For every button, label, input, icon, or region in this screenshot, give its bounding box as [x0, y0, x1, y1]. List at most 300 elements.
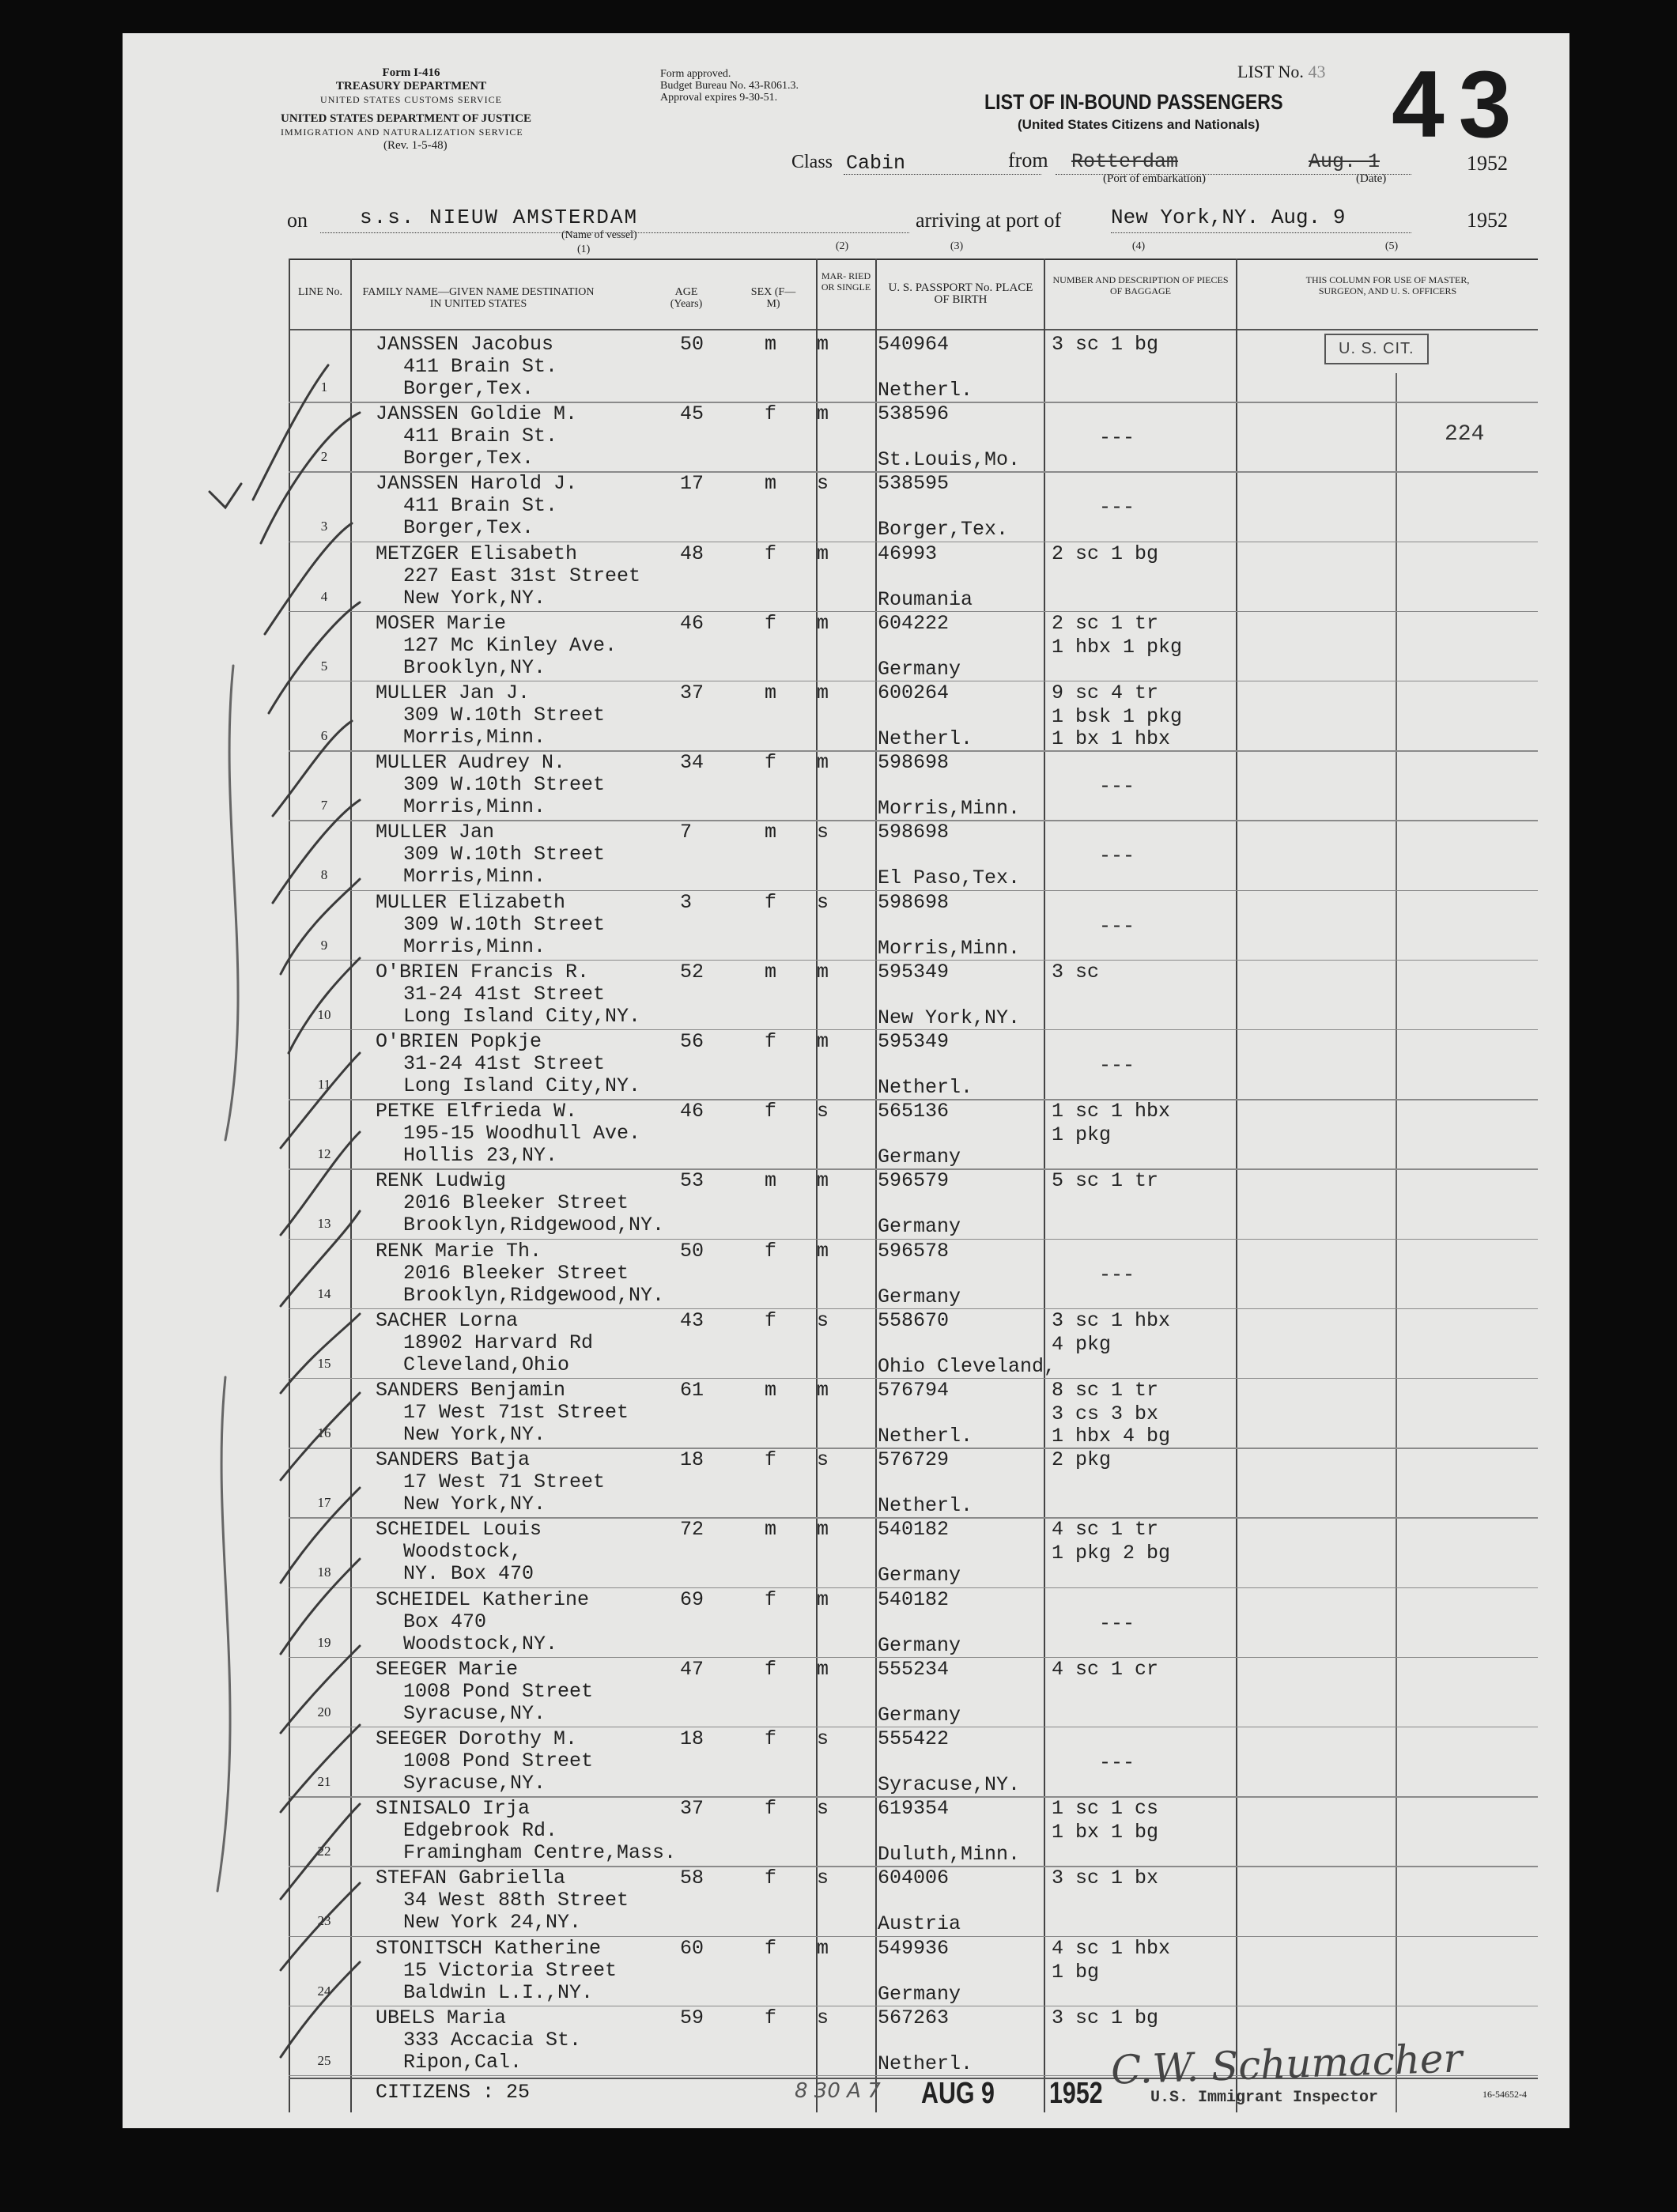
address-street: 333 Accacia St.	[403, 2028, 582, 2052]
citizens-count: CITIZENS : 25	[376, 2081, 531, 2104]
passenger-name: RENK Marie Th.	[376, 1239, 542, 1263]
passenger-age: 52	[680, 960, 704, 983]
passenger-sex: f	[765, 2006, 777, 2029]
passport-number: 538595	[878, 472, 950, 496]
col-header-sex: SEX (F—M)	[750, 286, 796, 310]
passenger-sex: f	[765, 1308, 777, 1332]
passenger-sex: m	[765, 1379, 777, 1402]
passport-number: 619354	[878, 1797, 950, 1821]
passport-number: 604222	[878, 611, 950, 635]
birthplace: Netherl.	[878, 379, 973, 402]
address-city: Framingham Centre,Mass.	[403, 1841, 677, 1865]
line-number: 22	[317, 1844, 331, 1859]
address-street: 2016 Bleeker Street	[403, 1191, 629, 1215]
address-city: Morris,Minn.	[403, 795, 546, 819]
arrival-time: 8 30 A 7	[795, 2079, 881, 2103]
birthplace: Germany	[878, 1703, 961, 1727]
baggage-line: ---	[1099, 1054, 1135, 1077]
passenger-sex: m	[765, 821, 777, 844]
address-city: New York,NY.	[403, 1423, 546, 1446]
list-number	[1237, 62, 1325, 82]
baggage-line: 2 sc 1 bg	[1052, 542, 1159, 565]
baggage-line: ---	[1099, 426, 1135, 450]
passport-number: 540964	[878, 333, 950, 356]
marital-status: m	[817, 542, 829, 565]
dept-line: TREASURY DEPARTMENT	[335, 80, 487, 92]
birthplace: Germany	[878, 1564, 961, 1587]
approval-line: Budget Bureau No. 43-R061.3.	[660, 80, 799, 92]
passenger-age: 69	[680, 1587, 704, 1611]
passenger-name: O'BRIEN Popkje	[376, 1030, 542, 1053]
passenger-manifest-page	[123, 33, 1569, 2128]
line-number: 18	[317, 1565, 331, 1580]
col-header-married: MAR- RIED OR SINGLE	[821, 270, 871, 293]
vessel-name: s.s. NIEUW AMSTERDAM	[360, 206, 639, 229]
passenger-age: 59	[680, 2006, 704, 2029]
passenger-name: MULLER Jan J.	[376, 681, 531, 704]
passenger-sex: f	[765, 890, 777, 914]
passenger-sex: f	[765, 402, 777, 426]
marital-status: m	[817, 960, 829, 983]
birthplace: Morris,Minn.	[878, 797, 1021, 821]
class-label: Class	[791, 152, 833, 172]
marital-status: m	[817, 1239, 829, 1263]
line-number: 4	[320, 588, 328, 604]
birthplace: St.Louis,Mo.	[878, 448, 1021, 472]
address-street: 309 W.10th Street	[403, 773, 606, 797]
form-number: Form I-416	[382, 66, 440, 79]
passenger-age: 7	[680, 821, 693, 844]
marital-status: m	[817, 1936, 829, 1960]
address-street: 411 Brain St.	[403, 355, 558, 378]
birthplace: New York,NY.	[878, 1006, 1021, 1029]
passenger-age: 58	[680, 1867, 704, 1890]
birthplace: Germany	[878, 1285, 961, 1308]
passenger-age: 61	[680, 1379, 704, 1402]
baggage-line: 3 sc	[1052, 960, 1100, 983]
address-street: 309 W.10th Street	[403, 843, 606, 866]
baggage-line: 3 sc 1 bg	[1052, 2006, 1159, 2029]
birthplace: Syracuse,NY.	[878, 1773, 1021, 1796]
address-street: Box 470	[403, 1610, 487, 1633]
embarkation-caption: (Port of embarkation)	[1103, 172, 1206, 185]
baggage-line: ---	[1099, 775, 1135, 798]
address-street: 31-24 41st Street	[403, 1052, 606, 1075]
marital-status: m	[817, 1587, 829, 1611]
line-number: 11	[317, 1077, 331, 1092]
marital-status: m	[817, 1169, 829, 1193]
baggage-line: ---	[1099, 1611, 1135, 1635]
passport-number: 538596	[878, 402, 950, 426]
address-street: Woodstock,	[403, 1540, 523, 1564]
passenger-sex: f	[765, 1100, 777, 1123]
passenger-age: 53	[680, 1169, 704, 1193]
line-number: 14	[317, 1285, 331, 1301]
address-city: Cleveland,Ohio	[403, 1353, 570, 1376]
address-street: 15 Victoria Street	[403, 1958, 618, 1982]
baggage-line: 9 sc 4 tr	[1052, 681, 1159, 704]
address-city: Ripon,Cal.	[403, 2050, 523, 2074]
address-city: New York,NY.	[403, 1493, 546, 1516]
passenger-name: PETKE Elfrieda W.	[376, 1100, 578, 1123]
address-city: Borger,Tex.	[403, 377, 534, 400]
passenger-sex: f	[765, 1657, 777, 1681]
passport-number: 596579	[878, 1169, 950, 1193]
class-value: Cabin	[846, 152, 906, 175]
passenger-age: 50	[680, 1239, 704, 1263]
baggage-line: 3 sc 1 bg	[1052, 333, 1159, 356]
passenger-name: MULLER Elizabeth	[376, 890, 566, 914]
line-number: 16	[317, 1425, 331, 1440]
passenger-sex: f	[765, 1797, 777, 1821]
col-number: (2)	[835, 240, 849, 252]
address-city: Long Island City,NY.	[403, 1074, 641, 1097]
col-header-officers: THIS COLUMN FOR USE OF MASTER, SURGEON, AND U. S. OFFICERS	[1305, 274, 1470, 296]
passenger-name: SACHER Lorna	[376, 1308, 519, 1332]
address-city: Hollis 23,NY.	[403, 1144, 558, 1168]
address-street: 31-24 41st Street	[403, 982, 606, 1006]
baggage-line: ---	[1099, 1751, 1135, 1774]
passenger-name: MULLER Audrey N.	[376, 751, 566, 775]
passport-number: 540182	[878, 1518, 950, 1542]
address-street: 195-15 Woodhull Ave.	[403, 1122, 641, 1146]
vessel-caption: (Name of vessel)	[561, 229, 637, 241]
line-number: 9	[320, 937, 328, 953]
passenger-sex: m	[765, 681, 777, 704]
marital-status: s	[817, 1100, 829, 1123]
marital-status: s	[817, 1797, 829, 1821]
col-header-line: LINE No.	[298, 286, 342, 298]
birthplace: Germany	[878, 1146, 961, 1169]
passenger-age: 46	[680, 611, 704, 635]
page-title: LIST OF IN-BOUND PASSENGERS	[984, 90, 1283, 114]
class-underline	[844, 174, 1041, 175]
line-number: 19	[317, 1634, 331, 1650]
address-street: 18902 Harvard Rd	[403, 1331, 594, 1354]
approval-line: Approval expires 9-30-51.	[660, 92, 778, 104]
passport-number: 595349	[878, 960, 950, 983]
passenger-name: SEEGER Dorothy M.	[376, 1727, 578, 1750]
from-label: from	[1008, 149, 1048, 172]
address-city: Morris,Minn.	[403, 934, 546, 958]
passenger-sex: f	[765, 1727, 777, 1750]
passenger-sex: m	[765, 960, 777, 983]
marital-status: m	[817, 611, 829, 635]
from-value: Rotterdam	[1071, 150, 1179, 173]
passenger-name: JANSSEN Goldie M.	[376, 402, 578, 426]
passport-number: 540182	[878, 1587, 950, 1611]
passenger-age: 45	[680, 402, 704, 426]
address-street: 17 West 71 Street	[403, 1470, 606, 1494]
birthplace: Netherl.	[878, 2052, 973, 2075]
line-number: 25	[317, 2052, 331, 2068]
passport-number: 555234	[878, 1657, 950, 1681]
line-number: 17	[317, 1495, 331, 1511]
passport-number: 558670	[878, 1308, 950, 1332]
passenger-name: UBELS Maria	[376, 2006, 507, 2029]
dept-line: UNITED STATES DEPARTMENT OF JUSTICE	[281, 112, 532, 125]
address-city: NY. Box 470	[403, 1562, 534, 1586]
arriving-label: arriving at port of	[916, 209, 1062, 232]
marital-status: s	[817, 1308, 829, 1332]
address-city: Long Island City,NY.	[403, 1004, 641, 1028]
address-city: Woodstock,NY.	[403, 1632, 558, 1655]
passenger-age: 34	[680, 751, 704, 775]
passenger-sex: f	[765, 1030, 777, 1053]
address-street: 1008 Pond Street	[403, 1679, 594, 1703]
dept-line: UNITED STATES CUSTOMS SERVICE	[320, 94, 502, 105]
baggage-line: 1 hbx 1 pkg	[1052, 635, 1183, 659]
column-number: (1)	[577, 243, 591, 255]
passenger-name: METZGER Elisabeth	[376, 542, 578, 565]
passenger-age: 46	[680, 1100, 704, 1123]
marital-status: m	[817, 1518, 829, 1542]
passenger-name: STEFAN Gabriella	[376, 1867, 566, 1890]
list-no-label: LIST No.	[1237, 62, 1304, 81]
passport-number: 598698	[878, 821, 950, 844]
address-street: 17 West 71st Street	[403, 1401, 629, 1424]
passenger-sex: f	[765, 1587, 777, 1611]
us-citizen-stamp: U. S. CIT.	[1324, 334, 1429, 364]
print-code: 16-54652-4	[1482, 2089, 1527, 2100]
baggage-line: 1 sc 1 cs	[1052, 1797, 1159, 1821]
baggage-line: 4 sc 1 hbx	[1052, 1936, 1171, 1960]
passenger-name: JANSSEN Jacobus	[376, 333, 554, 356]
marital-status: m	[817, 1379, 829, 1402]
baggage-line: 3 cs 3 bx	[1052, 1402, 1159, 1425]
address-street: 411 Brain St.	[403, 494, 558, 518]
birthplace: Netherl.	[878, 1425, 973, 1448]
marital-status: s	[817, 2006, 829, 2029]
page-subtitle: (United States Citizens and Nationals)	[1018, 117, 1260, 132]
address-street: 309 W.10th Street	[403, 704, 606, 727]
marital-status: s	[817, 472, 829, 496]
passport-number: 595349	[878, 1030, 950, 1053]
on-label: on	[287, 209, 308, 232]
marital-status: s	[817, 1448, 829, 1472]
col-header-passport: U. S. PASSPORT No. PLACE OF BIRTH	[888, 281, 1033, 306]
birthplace: Austria	[878, 1912, 961, 1936]
baggage-line: 1 bg	[1052, 1960, 1100, 1984]
birthplace: Netherl.	[878, 1076, 973, 1099]
passenger-age: 60	[680, 1936, 704, 1960]
marital-status: m	[817, 681, 829, 704]
passenger-age: 37	[680, 1797, 704, 1821]
address-street: 227 East 31st Street	[403, 564, 641, 587]
passenger-name: MOSER Marie	[376, 611, 507, 635]
passenger-name: SINISALO Irja	[376, 1797, 531, 1821]
passenger-sex: m	[765, 472, 777, 496]
marital-status: m	[817, 402, 829, 426]
marital-status: m	[817, 1030, 829, 1053]
birthplace: El Paso,Tex.	[878, 866, 1021, 890]
address-city: New York,NY.	[403, 586, 546, 610]
baggage-line: 2 pkg	[1052, 1448, 1112, 1472]
passenger-name: JANSSEN Harold J.	[376, 472, 578, 496]
revision: (Rev. 1-5-48)	[383, 139, 448, 152]
baggage-line: ---	[1099, 496, 1135, 519]
marital-status: s	[817, 821, 829, 844]
passenger-age: 50	[680, 333, 704, 356]
passenger-name: STONITSCH Katherine	[376, 1936, 602, 1960]
address-city: Brooklyn,Ridgewood,NY.	[403, 1283, 665, 1307]
passport-number: 576729	[878, 1448, 950, 1472]
birthplace: Netherl.	[878, 1494, 973, 1518]
list-number-big: 43	[1392, 51, 1526, 157]
line-number: 23	[317, 1913, 331, 1929]
line-number: 10	[317, 1006, 331, 1022]
line-number: 3	[320, 519, 328, 534]
passport-number: 600264	[878, 681, 950, 704]
line-number: 20	[317, 1704, 331, 1719]
passenger-name: SANDERS Batja	[376, 1448, 531, 1472]
baggage-line: 4 pkg	[1052, 1332, 1112, 1356]
line-number: 21	[317, 1774, 331, 1789]
arrival-port-date: New York,NY. Aug. 9	[1111, 206, 1346, 229]
baggage-line: 4 sc 1 tr	[1052, 1518, 1159, 1542]
birthplace: Borger,Tex.	[878, 518, 1009, 542]
passenger-sex: m	[765, 1169, 777, 1193]
baggage-line: 1 bx 1 bg	[1052, 1821, 1159, 1844]
passenger-age: 47	[680, 1657, 704, 1681]
passenger-sex: m	[765, 333, 777, 356]
col-number: (4)	[1131, 240, 1146, 252]
year: 1952	[1467, 209, 1508, 232]
birthplace: Germany	[878, 1982, 961, 2006]
col-number: (3)	[950, 240, 964, 252]
address-city: Syracuse,NY.	[403, 1772, 546, 1795]
baggage-line: 1 hbx 4 bg	[1052, 1425, 1171, 1448]
address-street: 34 West 88th Street	[403, 1889, 629, 1912]
address-street: 2016 Bleeker Street	[403, 1261, 629, 1285]
passenger-age: 37	[680, 681, 704, 704]
baggage-line: ---	[1099, 914, 1135, 938]
baggage-line: 1 bsk 1 pkg	[1052, 705, 1183, 728]
col-header-baggage: NUMBER AND DESCRIPTION OF PIECES OF BAGGAGE	[1052, 274, 1229, 296]
address-street: 309 W.10th Street	[403, 912, 606, 936]
address-city: Syracuse,NY.	[403, 1701, 546, 1725]
address-city: Morris,Minn.	[403, 726, 546, 749]
line-number: 12	[317, 1146, 331, 1162]
marital-status: m	[817, 1657, 829, 1681]
passenger-name: SCHEIDEL Louis	[376, 1518, 542, 1542]
address-city: Morris,Minn.	[403, 865, 546, 889]
address-street: 127 Mc Kinley Ave.	[403, 633, 618, 657]
passenger-sex: f	[765, 1936, 777, 1960]
passenger-age: 48	[680, 542, 704, 565]
year-stamp: 1952	[1049, 2077, 1103, 2110]
line-number: 13	[317, 1216, 331, 1232]
passenger-age: 18	[680, 1448, 704, 1472]
approval-line: Form approved.	[660, 68, 731, 80]
passenger-sex: m	[765, 1518, 777, 1542]
baggage-line: ---	[1099, 844, 1135, 868]
birthplace: Netherl.	[878, 727, 973, 750]
passport-number: 598698	[878, 890, 950, 914]
baggage-line: 8 sc 1 tr	[1052, 1379, 1159, 1402]
handwritten-checkmarks	[123, 33, 502, 2128]
baggage-line: 2 sc 1 tr	[1052, 611, 1159, 635]
birthplace: Germany	[878, 657, 961, 681]
passenger-name: O'BRIEN Francis R.	[376, 960, 590, 983]
address-city: Baldwin L.I.,NY.	[403, 1980, 594, 2004]
passenger-age: 43	[680, 1308, 704, 1332]
baggage-line: 1 bx 1 hbx	[1052, 727, 1171, 750]
line-number: 6	[320, 728, 328, 743]
col-header-age: AGE (Years)	[670, 286, 703, 310]
col-header-name: FAMILY NAME—GIVEN NAME DESTINATION IN UNITED STATES	[362, 286, 595, 310]
passenger-sex: f	[765, 1448, 777, 1472]
line-number: 2	[320, 449, 328, 465]
passenger-sex: f	[765, 1867, 777, 1890]
date-stamp: AUG 9	[921, 2077, 995, 2110]
form-approval	[660, 68, 897, 104]
passport-number: 565136	[878, 1100, 950, 1123]
address-city: Borger,Tex.	[403, 447, 534, 470]
passenger-name: RENK Ludwig	[376, 1169, 507, 1193]
officer-note: 224	[1445, 422, 1485, 447]
date-caption: (Date)	[1356, 172, 1387, 185]
marital-status: s	[817, 1867, 829, 1890]
passenger-name: SANDERS Benjamin	[376, 1379, 566, 1402]
passenger-age: 3	[680, 890, 693, 914]
birthplace: Ohio Cleveland,	[878, 1354, 1056, 1378]
col-number: (5)	[1384, 240, 1399, 252]
address-city: Borger,Tex.	[403, 516, 534, 540]
marital-status: m	[817, 333, 829, 356]
baggage-line: ---	[1099, 1263, 1135, 1286]
passenger-sex: f	[765, 1239, 777, 1263]
passenger-sex: f	[765, 751, 777, 775]
baggage-line: 1 pkg	[1052, 1123, 1112, 1147]
address-city: Brooklyn,Ridgewood,NY.	[403, 1214, 665, 1237]
passenger-name: SEEGER Marie	[376, 1657, 519, 1681]
birthplace: Duluth,Minn.	[878, 1843, 1021, 1867]
inspector-title: U.S. Immigrant Inspector	[1150, 2089, 1379, 2107]
line-number: 15	[317, 1355, 331, 1371]
marital-status: s	[817, 890, 829, 914]
address-street: Edgebrook Rd.	[403, 1819, 558, 1843]
baggage-line: 3 sc 1 hbx	[1052, 1308, 1171, 1332]
passport-number: 598698	[878, 751, 950, 775]
line-number: 7	[320, 798, 328, 813]
line-number: 8	[320, 867, 328, 883]
birthplace: Germany	[878, 1633, 961, 1657]
address-street: 411 Brain St.	[403, 425, 558, 448]
address-street: 1008 Pond Street	[403, 1750, 594, 1772]
passport-number: 604006	[878, 1867, 950, 1890]
passport-number: 596578	[878, 1239, 950, 1263]
line-number: 1	[320, 379, 328, 394]
arrival-underline	[1111, 232, 1411, 233]
birthplace: Morris,Minn.	[878, 936, 1021, 960]
baggage-line: 1 pkg 2 bg	[1052, 1542, 1171, 1565]
passenger-sex: f	[765, 611, 777, 635]
passenger-age: 56	[680, 1030, 704, 1053]
passenger-age: 72	[680, 1518, 704, 1542]
address-city: Brooklyn,NY.	[403, 655, 546, 679]
year: 1952	[1467, 152, 1508, 175]
passenger-sex: f	[765, 542, 777, 565]
baggage-line: 5 sc 1 tr	[1052, 1169, 1159, 1193]
baggage-line: 1 sc 1 hbx	[1052, 1100, 1171, 1123]
passport-number: 549936	[878, 1936, 950, 1960]
baggage-line: 4 sc 1 cr	[1052, 1657, 1159, 1681]
line-number: 24	[317, 1983, 331, 1999]
passport-number: 555422	[878, 1727, 950, 1750]
address-city: New York 24,NY.	[403, 1911, 582, 1935]
passenger-name: MULLER Jan	[376, 821, 495, 844]
